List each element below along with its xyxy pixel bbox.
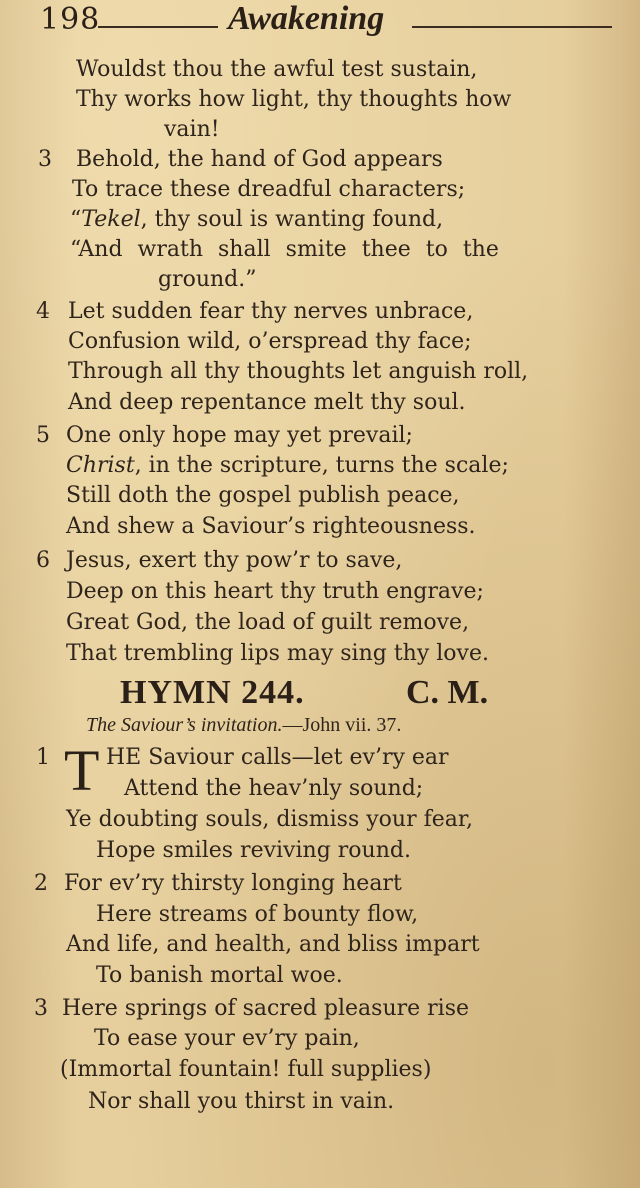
stanza-number: 4 [36,299,50,324]
open-quote: “ [70,207,82,232]
verse-line: Great God, the load of guilt remove, [66,610,470,635]
stanza-number: 3 [38,147,52,172]
verse-line: Deep on this heart thy truth engrave; [66,579,484,604]
verse-line: Thy works how light, thy thoughts how [76,87,512,112]
verse-line: HE Saviour calls—let ev’ry ear [106,745,449,770]
running-title: Awakening [228,0,385,37]
verse-line: Behold, the hand of God appears [76,147,443,172]
verse-line: Still doth the gospel publish peace, [66,483,460,508]
verse-line: Wouldst thou the awful test sustain, [76,57,478,82]
verse-line: Here streams of bounty flow, [96,902,419,927]
hymn-subtitle-text: The Saviour’s invitation. [86,714,283,736]
italic-word-christ: Christ [66,453,135,478]
verse-line: “And wrath shall smite thee to the [70,237,499,262]
verse-line: To ease your ev’ry pain, [94,1026,360,1051]
verse-line: (Immortal fountain! full supplies) [60,1057,432,1082]
verse-line: Through all thy thoughts let anguish roll, [68,359,529,384]
italic-word-tekel: Tekel [81,207,141,232]
page-header [0,0,640,48]
stanza-number: 3 [34,996,48,1021]
verse-line: Here springs of sacred pleasure rise [62,996,470,1021]
verse-line: Jesus, exert thy pow’r to save, [66,548,403,573]
verse-line-rest: , in the scripture, turns the scale; [134,453,509,478]
verse-line: ground.” [158,267,257,292]
verse-line: And shew a Saviour’s righteousness. [66,514,476,539]
header-rule-left [98,26,218,28]
verse-line: For ev’ry thirsty longing heart [64,871,402,896]
verse-line: And deep repentance melt thy soul. [68,390,466,415]
verse-line: Attend the heav’nly sound; [124,776,424,801]
header-rule-right [412,26,612,28]
verse-line: Hope smiles reviving round. [96,838,411,863]
page-number: 198 [40,2,101,37]
verse-line [70,205,443,235]
scripture-reference: —John vii. 37. [282,714,402,736]
verse-line [66,451,509,481]
hymn-meter: C. M. [406,674,489,711]
verse-line: Nor shall you thirst in vain. [88,1089,395,1114]
verse-line: Let sudden fear thy nerves unbrace, [68,299,474,324]
verse-line-rest: , thy soul is wanting found, [140,207,444,232]
stanza-number: 5 [36,423,50,448]
verse-line: Confusion wild, o’erspread thy face; [68,329,472,354]
drop-cap: T [64,738,100,803]
verse-line: To trace these dreadful characters; [72,177,466,202]
stanza-number: 1 [36,745,50,770]
verse-line: And life, and health, and bliss impart [66,932,480,957]
stanza-number: 2 [34,871,48,896]
hymn-title: HYMN 244. [120,674,305,711]
verse-line: To banish mortal woe. [96,963,343,988]
stanza-number: 6 [36,548,50,573]
verse-line: vain! [164,117,220,142]
hymn-subtitle [86,714,401,737]
verse-line: That trembling lips may sing thy love. [66,641,489,666]
verse-line: One only hope may yet prevail; [66,423,413,448]
verse-line: Ye doubting souls, dismiss your fear, [66,807,473,832]
